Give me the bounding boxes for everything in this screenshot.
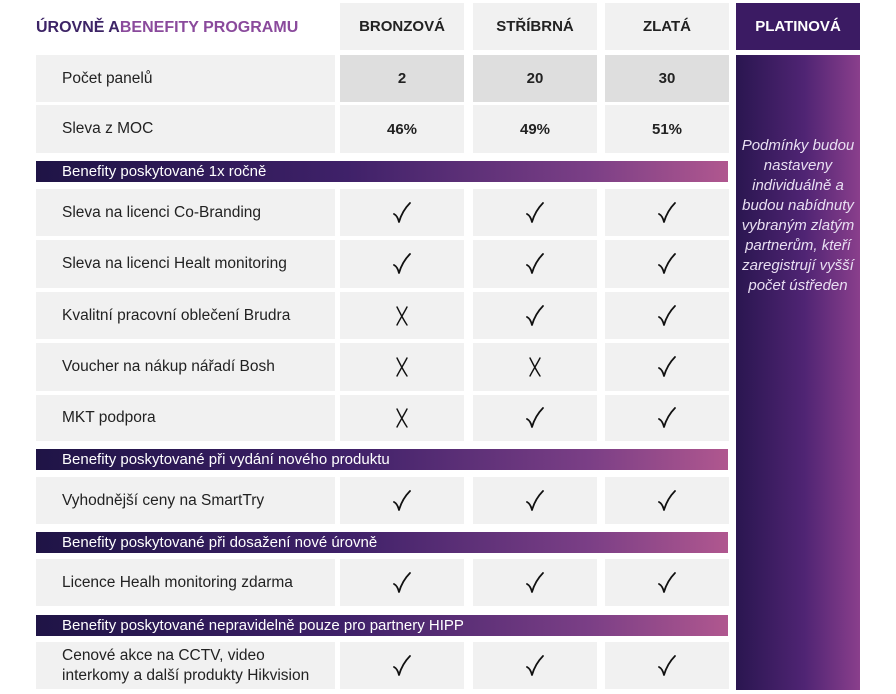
- check-icon: [392, 252, 412, 276]
- value-discount-silver: 49%: [473, 105, 597, 153]
- cross-icon: [394, 305, 410, 327]
- column-header-bronze: BRONZOVÁ: [340, 3, 464, 50]
- mark-cell: [473, 189, 597, 236]
- row-label-mkt: MKT podpora: [36, 395, 335, 441]
- cross-icon: [394, 407, 410, 429]
- mark-cell: [340, 292, 464, 339]
- mark-cell: [340, 189, 464, 236]
- column-header-gold: ZLATÁ: [605, 3, 729, 50]
- value-panels-silver: 20: [473, 55, 597, 102]
- value-discount-gold: 51%: [605, 105, 729, 153]
- mark-cell: [605, 559, 729, 606]
- check-icon: [392, 201, 412, 225]
- row-label-smarttry: Vyhodnější ceny na SmartTry: [36, 477, 335, 524]
- mark-cell: [605, 642, 729, 689]
- mark-cell: [473, 343, 597, 391]
- check-icon: [392, 489, 412, 513]
- section-band-new-product: Benefity poskytované při vydání nového produktu: [36, 449, 728, 470]
- mark-cell: [473, 292, 597, 339]
- check-icon: [392, 654, 412, 678]
- mark-cell: [605, 395, 729, 441]
- column-header-platinum: PLATINOVÁ: [736, 3, 860, 50]
- row-label-hikvision-line1: Cenové akce na CCTV, video: [62, 646, 265, 664]
- column-header-silver: STŘÍBRNÁ: [473, 3, 597, 50]
- value-panels-bronze: 2: [340, 55, 464, 102]
- row-label-health-license: Sleva na licenci Healt monitoring: [36, 240, 335, 288]
- mark-cell: [605, 292, 729, 339]
- check-icon: [525, 252, 545, 276]
- title-part-1: ÚROVNĚ A: [36, 19, 120, 36]
- value-panels-gold: 30: [605, 55, 729, 102]
- check-icon: [657, 304, 677, 328]
- check-icon: [525, 304, 545, 328]
- row-label-panels: Počet panelů: [36, 55, 335, 102]
- mark-cell: [605, 189, 729, 236]
- row-label-hikvision-line2: interkomy a další produkty Hikvision: [62, 666, 310, 684]
- check-icon: [657, 201, 677, 225]
- check-icon: [525, 489, 545, 513]
- check-icon: [525, 654, 545, 678]
- mark-cell: [473, 240, 597, 288]
- mark-cell: [605, 240, 729, 288]
- mark-cell: [340, 477, 464, 524]
- check-icon: [657, 355, 677, 379]
- mark-cell: [473, 395, 597, 441]
- mark-cell: [340, 395, 464, 441]
- cross-icon: [527, 356, 543, 378]
- mark-cell: [340, 642, 464, 689]
- value-discount-bronze: 46%: [340, 105, 464, 153]
- check-icon: [657, 406, 677, 430]
- mark-cell: [605, 343, 729, 391]
- mark-cell: [340, 343, 464, 391]
- table-title: [36, 6, 336, 50]
- row-label-workwear: Kvalitní pracovní oblečení Brudra: [36, 292, 335, 339]
- row-label-health-free: Licence Healh monitoring zdarma: [36, 559, 335, 606]
- row-label-cobranding: Sleva na licenci Co-Branding: [36, 189, 335, 236]
- check-icon: [657, 571, 677, 595]
- check-icon: [657, 252, 677, 276]
- mark-cell: [473, 477, 597, 524]
- section-band-yearly: Benefity poskytované 1x ročně: [36, 161, 728, 182]
- mark-cell: [340, 240, 464, 288]
- section-band-new-level: Benefity poskytované při dosažení nové úrovně: [36, 532, 728, 553]
- row-label-discount: Sleva z MOC: [36, 105, 335, 153]
- check-icon: [392, 571, 412, 595]
- check-icon: [525, 571, 545, 595]
- check-icon: [657, 489, 677, 513]
- mark-cell: [473, 642, 597, 689]
- mark-cell: [605, 477, 729, 524]
- title-part-2: BENEFITY PROGRAMU: [119, 19, 299, 36]
- mark-cell: [340, 559, 464, 606]
- platinum-note: Podmínky budou nastaveny individuálně a budou nabídnuty vybraným zlatým partnerům, kteří zaregistrují vyšší počet ústředen: [741, 137, 855, 294]
- check-icon: [657, 654, 677, 678]
- section-band-hipp: Benefity poskytované nepravidelně pouze pro partnery HIPP: [36, 615, 728, 636]
- cross-icon: [394, 356, 410, 378]
- check-icon: [525, 201, 545, 225]
- mark-cell: [473, 559, 597, 606]
- check-icon: [525, 406, 545, 430]
- row-label-voucher: Voucher na nákup nářadí Bosh: [36, 343, 335, 391]
- row-label-hikvision: [36, 642, 335, 689]
